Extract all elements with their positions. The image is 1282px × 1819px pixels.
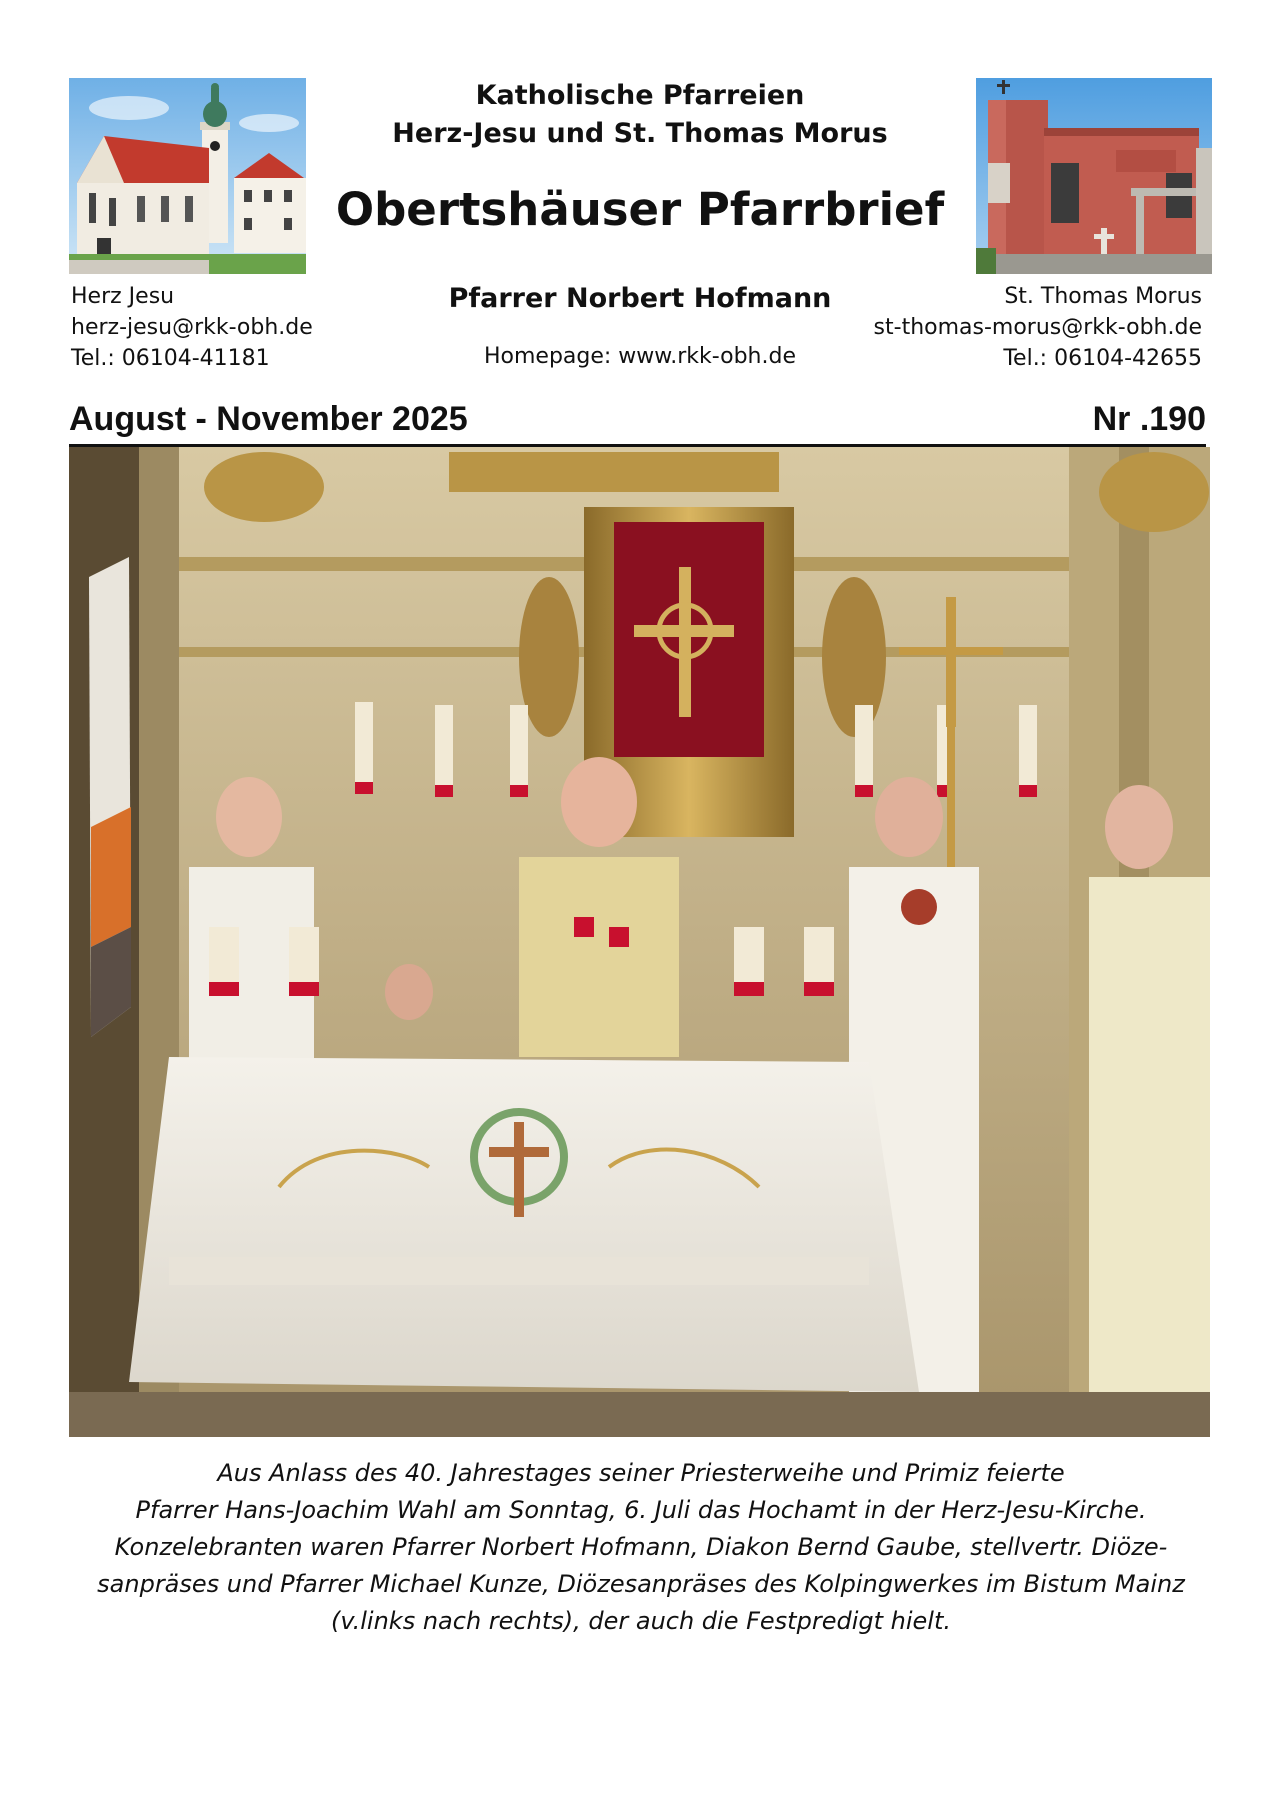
st-thomas-morus-contact — [874, 281, 1202, 374]
parishes-heading-line-1: Katholische Pfarreien — [475, 80, 805, 111]
caption-line: Pfarrer Hans-Joachim Wahl am Sonntag, 6. Juli das Hochamt in der Herz-Jesu-Kirche. — [135, 1496, 1147, 1524]
issue-date-range: August - November 2025 — [69, 400, 468, 438]
homepage-link[interactable]: Homepage: www.rkk-obh.de — [483, 344, 796, 369]
st-thomas-morus-church-photo — [976, 78, 1212, 274]
herz-jesu-contact — [71, 281, 313, 374]
issue-number: Nr .190 — [1092, 400, 1206, 438]
caption-line: Aus Anlass des 40. Jahrestages seiner Priesterweihe und Primiz feierte — [217, 1459, 1065, 1487]
altar-mass-photo — [69, 447, 1210, 1437]
herz-jesu-email[interactable]: herz-jesu@rkk-obh.de — [71, 315, 313, 340]
herz-jesu-phone: Tel.: 06104-41181 — [71, 346, 270, 371]
herz-jesu-church-photo — [69, 78, 306, 274]
caption-line: Konzelebranten waren Pfarrer Norbert Hofmann, Diakon Bernd Gaube, stellvertr. Diöze- — [114, 1533, 1168, 1561]
caption-line: (v.links nach rechts), der auch die Festpredigt hielt. — [331, 1607, 951, 1635]
caption-line: sanpräses und Pfarrer Michael Kunze, Diözesanpräses des Kolpingwerkes im Bistum Mainz — [97, 1570, 1185, 1598]
newsletter-title: Obertshäuser Pfarrbrief — [335, 183, 945, 236]
st-thomas-morus-email[interactable]: st-thomas-morus@rkk-obh.de — [873, 315, 1202, 340]
parishes-heading-line-2: Herz-Jesu und St. Thomas Morus — [392, 118, 888, 149]
pastor-name: Pfarrer Norbert Hofmann — [448, 283, 832, 314]
st-thomas-morus-name: St. Thomas Morus — [1004, 284, 1202, 309]
herz-jesu-name: Herz Jesu — [71, 284, 175, 309]
photo-caption — [60, 1455, 1222, 1640]
st-thomas-morus-phone: Tel.: 06104-42655 — [1003, 346, 1202, 371]
